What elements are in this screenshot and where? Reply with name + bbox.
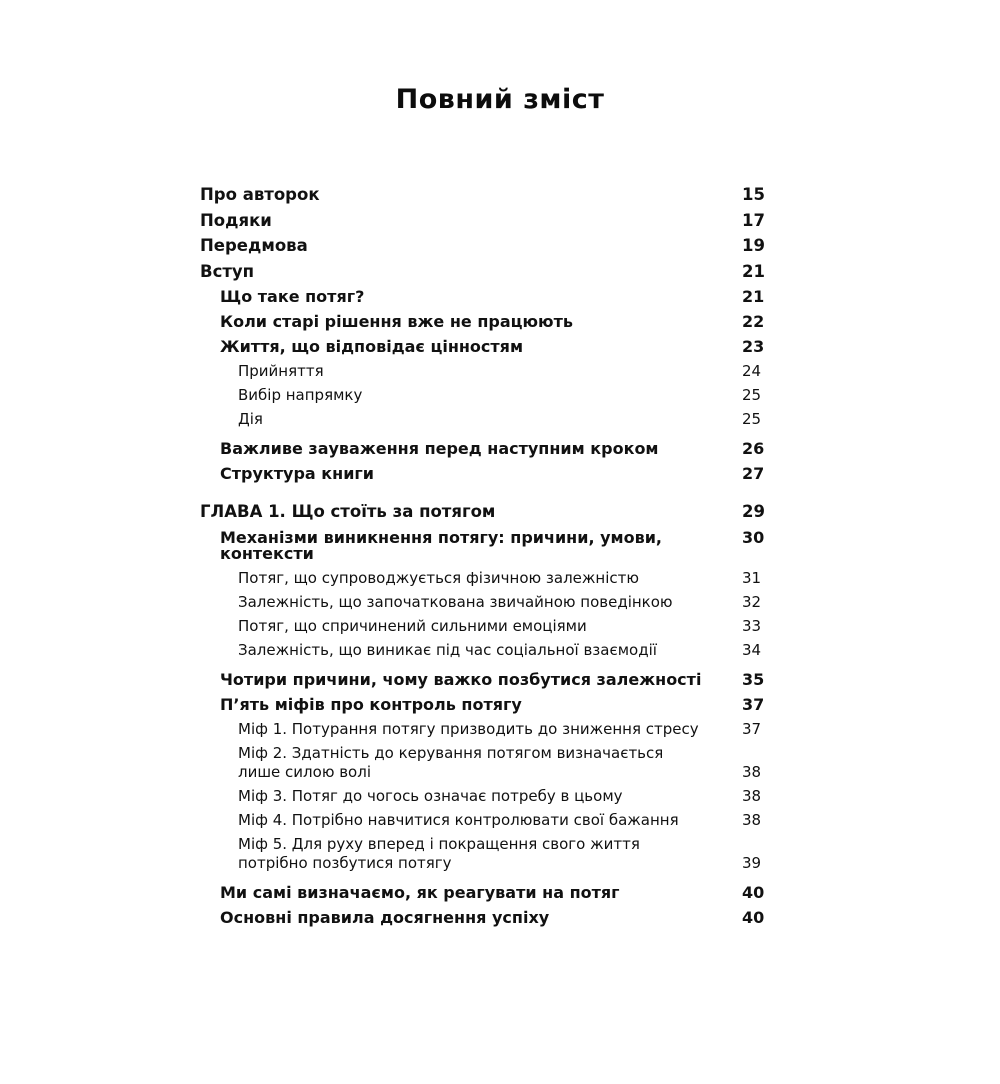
toc-entry-page: 38 [742,810,762,829]
toc-entry-page: 40 [742,907,765,927]
toc-entry-label: Дія [238,410,263,428]
toc-entry-label: Міф 5. Для руху вперед і покращення свого життя [238,834,640,853]
toc-entry[interactable] [200,786,782,805]
document-page [0,84,1000,1084]
toc-entry-label: Міф 4. Потрібно навчитися контролювати свої бажання [238,810,679,829]
toc-entry-label: П’ять міфів про контроль потягу [220,694,522,714]
toc-entry-page: 27 [742,464,765,483]
toc-entry[interactable] [200,907,782,927]
toc-entry[interactable] [200,364,782,379]
toc-entry[interactable] [200,314,782,330]
toc-entry[interactable] [200,694,782,714]
toc-entry[interactable] [200,187,782,204]
toc-entry-label: Життя, що відповідає цінностям [220,337,524,356]
toc-entry-label: Прийняття [238,362,324,380]
toc-entry-page: 25 [742,386,762,404]
toc-entry-page: 39 [742,853,762,872]
toc-entry-label: Залежність, що започаткована звичайною поведінкою [238,592,673,611]
toc-entry[interactable] [200,719,782,738]
toc-entry-label: Механізми виникнення потягу: причини, умови, контексти [220,527,668,563]
toc-entry-page: 21 [742,287,765,306]
toc-entry[interactable] [200,592,782,611]
toc-entry-page: 32 [742,592,762,611]
toc-entry[interactable] [200,882,782,902]
toc-entry-page: 31 [742,568,762,587]
toc-entry-page: 38 [742,786,762,805]
toc-entry-continuation[interactable] [200,762,782,781]
toc-entry-label: Вибір напрямку [238,386,363,404]
toc-entry[interactable] [200,810,782,829]
toc-entry[interactable] [200,238,782,255]
toc-entry[interactable] [200,261,782,281]
toc-entry[interactable] [200,640,782,659]
toc-entry-label: Структура книги [220,464,374,483]
toc-entry-page: 23 [742,337,765,356]
toc-entry-label: Залежність, що виникає під час соціальної взаємодії [238,640,657,659]
toc-entry-page: 21 [742,261,765,281]
toc-entry[interactable] [200,441,782,457]
toc-entry-label: Важливе зауваження перед наступним кроком [220,439,659,458]
toc-entry-page: 17 [742,210,765,230]
toc-entry-page: 35 [742,669,765,689]
toc-entry-page: 29 [742,502,765,521]
toc-entry[interactable] [200,210,782,230]
toc-entry-page: 19 [742,236,765,255]
toc-entry-page: 26 [742,439,765,458]
toc-entry[interactable] [200,339,782,355]
toc-entry-continuation[interactable] [200,853,782,872]
table-of-contents [0,187,1000,926]
toc-entry-label: Міф 1. Потурання потягу призводить до зниження стресу [238,719,699,738]
toc-entry[interactable] [200,466,782,482]
toc-entry[interactable] [200,669,782,689]
toc-entry-label: ГЛАВА 1. Що стоїть за потягом [200,502,496,521]
toc-entry-page: 25 [742,410,762,428]
toc-entry-label: Потяг, що супроводжується фізичною залежністю [238,568,640,587]
toc-entry-page: 37 [742,719,762,738]
toc-entry[interactable] [200,289,782,305]
toc-entry[interactable] [200,527,782,563]
toc-entry-label: Передмова [200,236,308,255]
toc-entry-chapter[interactable] [200,504,782,521]
toc-entry-label: лише силою волі [238,762,371,781]
toc-entry-label: Чотири причини, чому важко позбутися залежності [220,669,702,689]
toc-entry-label: Про авторок [200,185,320,204]
toc-entry-label: Ми самі визначаємо, як реагувати на потяг [220,882,620,902]
toc-entry-label: Міф 3. Потяг до чогось означає потребу в цьому [238,786,623,805]
toc-entry-label: Що таке потяг? [220,287,365,306]
toc-entry-label: Коли старі рішення вже не працюють [220,312,573,331]
toc-entry-label: Основні правила досягнення успіху [220,907,550,927]
toc-entry-label: Міф 2. Здатність до керування потягом визначається [238,743,664,762]
toc-entry-page: 38 [742,762,762,781]
toc-entry-label: Вступ [200,261,255,281]
toc-entry[interactable] [200,743,782,762]
toc-entry-page: 24 [742,362,762,380]
toc-entry[interactable] [200,834,782,853]
toc-entry-label: Потяг, що спричинений сильними емоціями [238,616,587,635]
toc-entry[interactable] [200,388,782,403]
toc-entry-label: потрібно позбутися потягу [238,853,452,872]
toc-entry-page: 22 [742,312,765,331]
page-title: Повний зміст [395,84,605,115]
toc-entry[interactable] [200,568,782,587]
toc-entry-page: 30 [742,527,765,547]
toc-entry-label: Подяки [200,210,272,230]
toc-entry-page: 15 [742,185,765,204]
toc-entry[interactable] [200,412,782,427]
toc-entry-page: 34 [742,640,762,659]
toc-entry-page: 33 [742,616,762,635]
toc-entry-page: 40 [742,882,765,902]
toc-entry[interactable] [200,616,782,635]
toc-entry-page: 37 [742,694,765,714]
